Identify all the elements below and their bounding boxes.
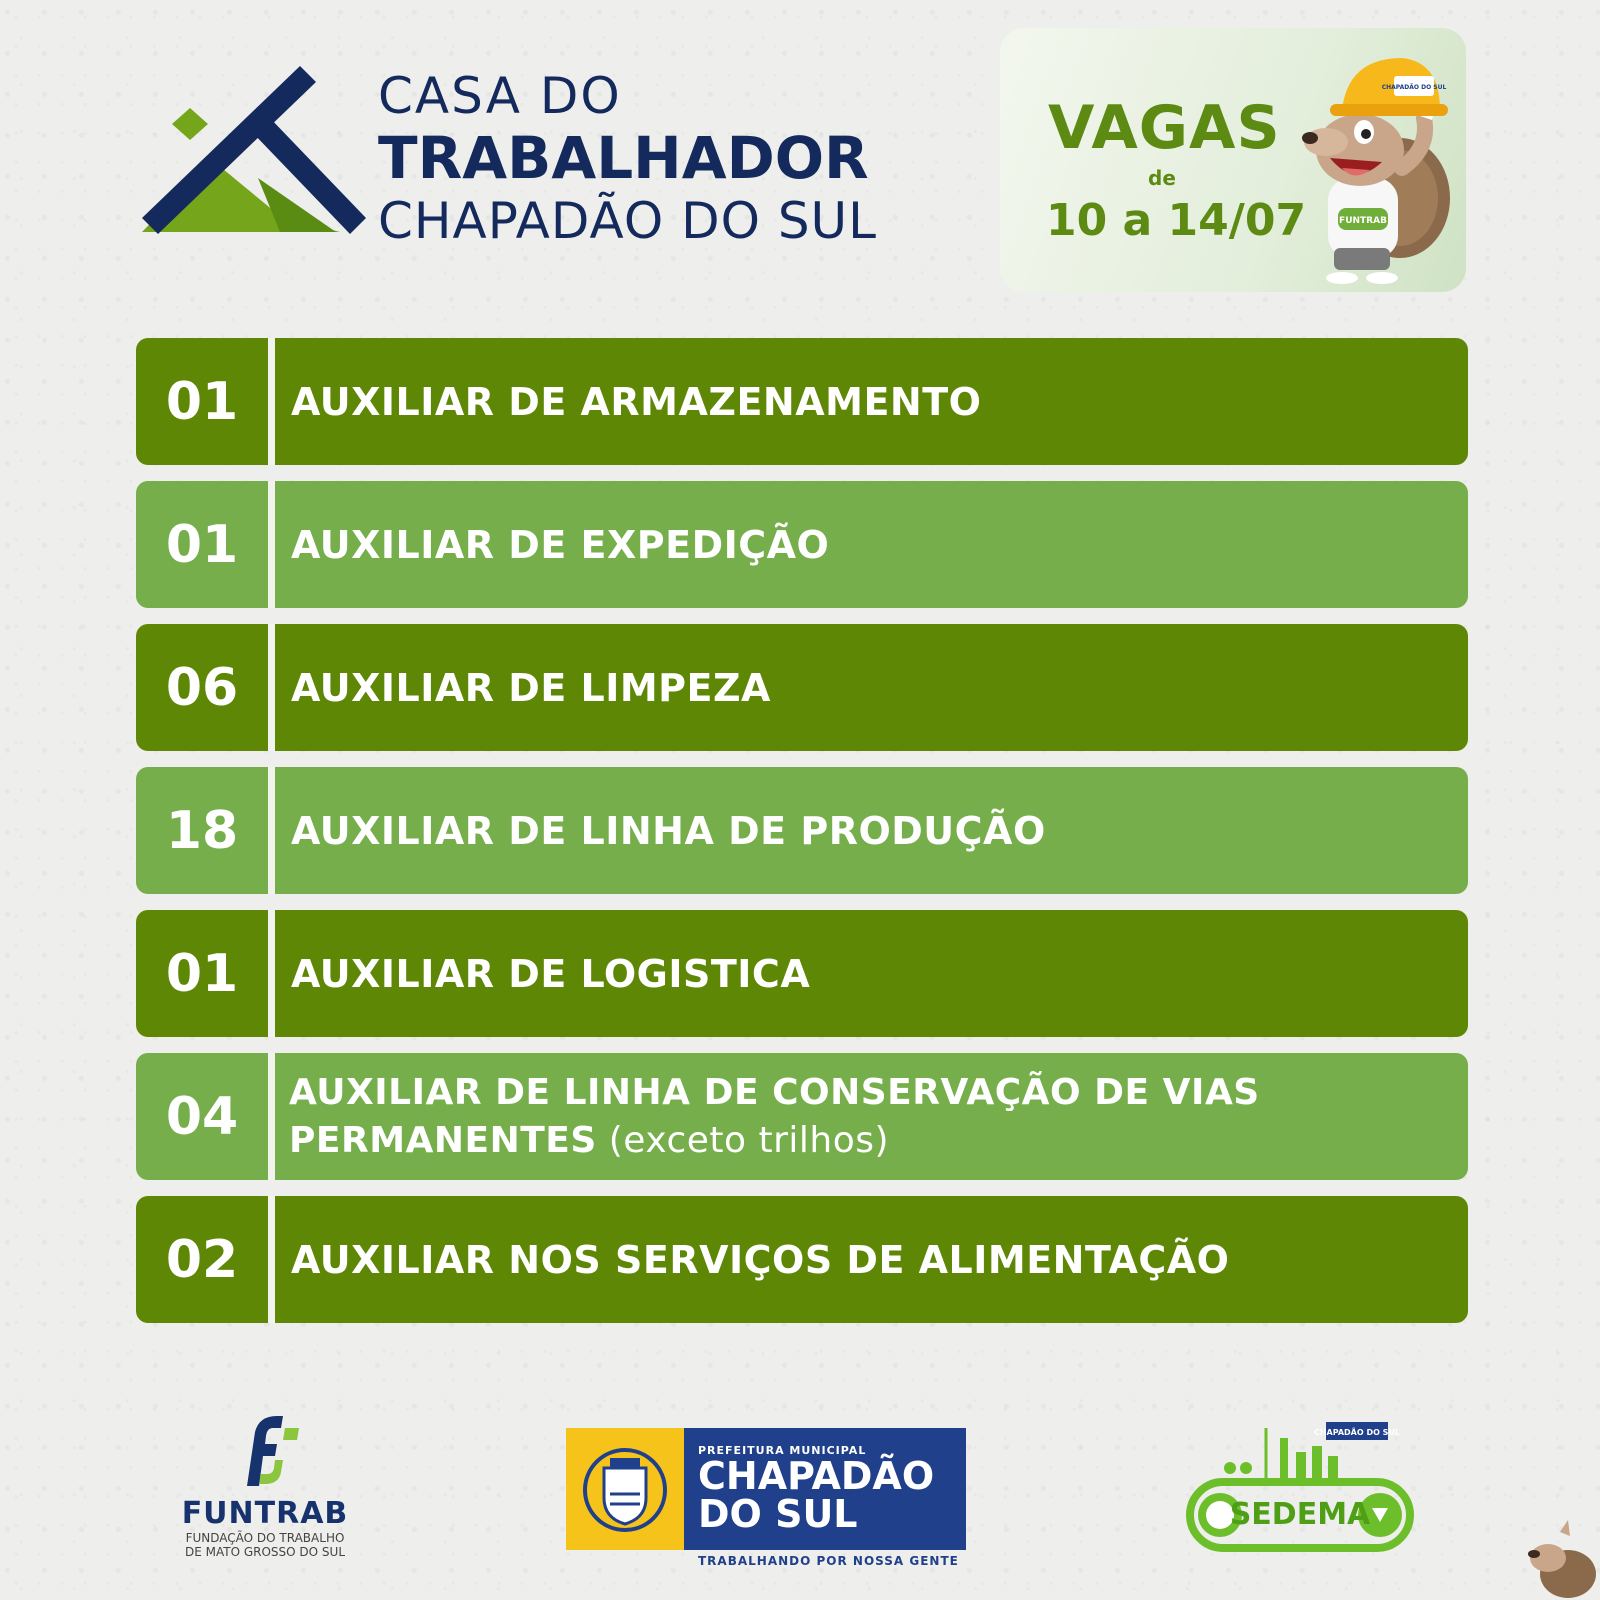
job-title-text: AUXILIAR NOS SERVIÇOS DE ALIMENTAÇÃO xyxy=(291,1237,1230,1282)
sedema-logo-icon xyxy=(1180,1418,1420,1558)
job-title xyxy=(275,520,1468,570)
coat-of-arms-panel xyxy=(566,1428,684,1550)
funtrab-logo xyxy=(170,1410,360,1560)
job-title-text: AUXILIAR DE LIMPEZA xyxy=(291,665,771,710)
page-title xyxy=(378,68,877,250)
prefeitura-logo xyxy=(566,1428,966,1570)
job-title-text: AUXILIAR DE LINHA DE PRODUÇÃO xyxy=(291,808,1046,853)
prefeitura-line-2: DO SUL xyxy=(698,1492,858,1536)
job-title xyxy=(275,949,1468,999)
sedema-name: SEDEMA xyxy=(1229,1497,1371,1532)
vagas-de: de xyxy=(1148,166,1176,190)
row-divider xyxy=(268,1196,275,1323)
sedema-badge-text: CHAPADÃO DO SUL xyxy=(1313,1428,1401,1437)
job-title-text: AUXILIAR DE LOGISTICA xyxy=(291,951,811,996)
job-quantity: 01 xyxy=(165,514,239,575)
vagas-title: VAGAS xyxy=(1048,93,1281,163)
row-divider xyxy=(268,1053,275,1180)
mascot-helmet-text: CHAPADÃO DO SUL xyxy=(1381,84,1447,91)
funtrab-name: FUNTRAB xyxy=(181,1496,349,1531)
job-title xyxy=(275,1235,1468,1285)
job-title-note: (exceto trilhos) xyxy=(596,1119,890,1161)
job-quantity: 01 xyxy=(165,371,239,432)
row-divider xyxy=(268,767,275,894)
title-line-1: CASA DO xyxy=(378,67,622,125)
prefeitura-small-label: PREFEITURA MUNICIPAL xyxy=(698,1444,867,1457)
prefeitura-line-1: CHAPADÃO xyxy=(698,1454,935,1498)
job-row xyxy=(136,338,1468,465)
job-row xyxy=(136,767,1468,894)
job-title-text: AUXILIAR DE EXPEDIÇÃO xyxy=(291,522,830,567)
job-quantity: 01 xyxy=(165,943,239,1004)
funtrab-sub-2: DE MATO GROSSO DO SUL xyxy=(184,1545,346,1559)
job-title xyxy=(275,377,1468,427)
job-row xyxy=(136,910,1468,1037)
funtrab-sub-1: FUNDAÇÃO DO TRABALHO xyxy=(185,1531,345,1545)
job-title xyxy=(275,806,1468,856)
job-quantity: 02 xyxy=(165,1229,239,1290)
prefeitura-tagline: TRABALHANDO POR NOSSA GENTE xyxy=(698,1554,959,1568)
vagas-date-range: 10 a 14/07 xyxy=(1046,195,1307,246)
job-title xyxy=(275,663,1468,713)
job-quantity: 18 xyxy=(165,800,239,861)
job-title-text: AUXILIAR DE ARMAZENAMENTO xyxy=(291,379,982,424)
job-quantity: 06 xyxy=(165,657,239,718)
job-row xyxy=(136,1196,1468,1323)
job-title-text: AUXILIAR DE LINHA DE CONSERVAÇÃO DE VIAS PERMANENTES xyxy=(289,1071,1260,1161)
coat-of-arms-icon xyxy=(566,1428,684,1550)
row-divider xyxy=(268,481,275,608)
job-quantity: 04 xyxy=(165,1086,239,1147)
vagas-card xyxy=(1000,28,1466,292)
mascot-shirt-text: FUNTRAB xyxy=(1339,216,1387,226)
row-divider xyxy=(268,910,275,1037)
job-row xyxy=(136,1053,1468,1180)
armadillo-corner-icon xyxy=(1524,1518,1600,1600)
job-row xyxy=(136,624,1468,751)
funtrab-mark-icon xyxy=(225,1410,305,1490)
job-row xyxy=(136,481,1468,608)
casa-trabalhador-logo-icon xyxy=(140,66,370,246)
job-title xyxy=(275,1069,1468,1165)
row-divider xyxy=(268,338,275,465)
row-divider xyxy=(268,624,275,751)
title-line-3: CHAPADÃO DO SUL xyxy=(378,192,878,250)
armadillo-mascot-icon xyxy=(1290,38,1460,288)
job-list xyxy=(136,338,1468,1339)
title-line-2: TRABALHADOR xyxy=(378,124,869,192)
